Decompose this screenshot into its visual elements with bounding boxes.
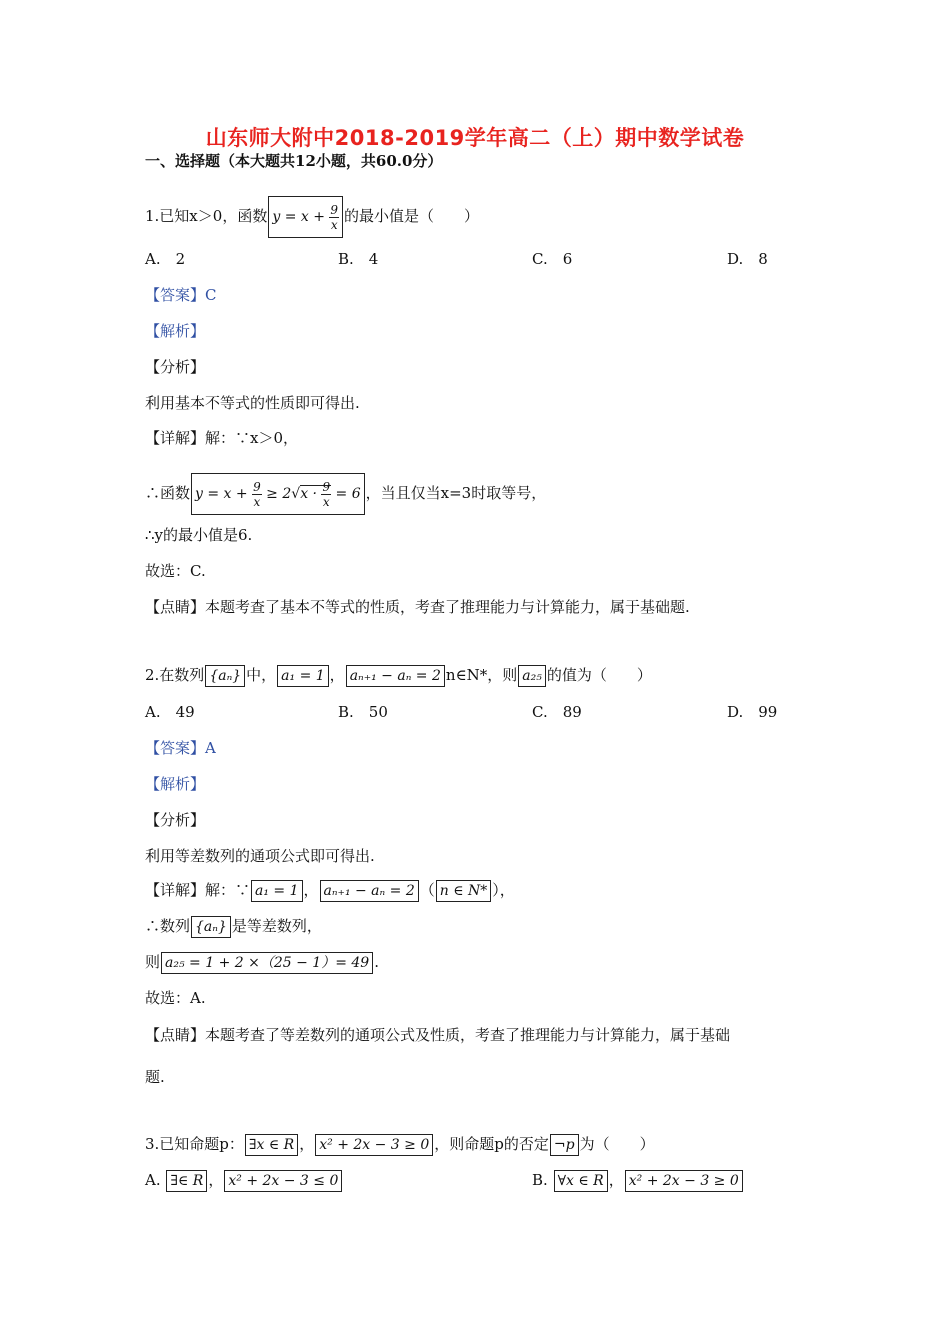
q1-conclusion: ∴y的最小值是6. [145, 526, 253, 544]
q3-f3: ¬p [550, 1134, 579, 1156]
q2-analysis-heading: 【解析】 [145, 775, 206, 793]
q3-f1: ∃x ∈ R [245, 1134, 298, 1156]
q3-option-b-label: B. [532, 1171, 548, 1189]
q2-d3-post: ）， [492, 881, 515, 899]
q2-line3-post: . [374, 953, 379, 971]
q2-line2-pre: ∴数列 [145, 917, 191, 935]
q2-fenxi-heading: 【分析】 [145, 811, 206, 829]
q2-stem-mid2: ， [329, 666, 345, 684]
q2-choice: 故选：A. [145, 989, 206, 1007]
q3-stem-mid: ，则命题p的否定 [434, 1135, 549, 1153]
q2-seq: {aₙ} [205, 665, 245, 687]
q2-option-c: C. 89 [532, 703, 582, 721]
q1-option-b: B. 4 [338, 250, 379, 268]
q1-option-a: A. 2 [145, 250, 186, 268]
q1-answer: 【答案】C [145, 286, 217, 304]
q2-stem-mid1: 中， [246, 666, 277, 684]
q2-line2 [145, 915, 322, 938]
q2-option-a: A. 49 [145, 703, 195, 721]
q1-step-post: ，当且仅当x=3时取等号， [365, 484, 547, 502]
q2-f1: a₁ = 1 [277, 665, 329, 687]
q1-stem-pre: 1.已知x＞0，函数 [145, 207, 268, 225]
q2-line2-seq: {aₙ} [191, 916, 231, 938]
q2-fenxi: 利用等差数列的通项公式即可得出. [145, 847, 375, 865]
q3-option-a: A. ∃∈ R ， x² + 2x − 3 ≤ 0 [145, 1169, 343, 1192]
q2-stem-pre: 2.在数列 [145, 666, 205, 684]
q3-stem-pre: 3.已知命题p： [145, 1135, 244, 1153]
question-1-stem [145, 196, 479, 238]
q2-detail [145, 879, 515, 902]
page-title: 山东师大附中2018-2019学年高二（上）期中数学试卷 [205, 126, 745, 150]
q2-line3 [145, 951, 379, 974]
q2-comment-2: 题. [145, 1068, 165, 1086]
q2-stem-post: 的值为（ ） [546, 666, 652, 684]
q3-option-a-f2: x² + 2x − 3 ≤ 0 [224, 1170, 342, 1192]
q1-step [145, 473, 546, 515]
question-2-stem [145, 664, 652, 687]
q2-line3-pre: 则 [145, 953, 161, 971]
q2-d3: n ∈ N* [436, 880, 492, 902]
q3-option-b-f1: ∀x ∈ R [554, 1170, 608, 1192]
q2-comment-1: 【点睛】本题考查了等差数列的通项公式及性质，考查了推理能力与计算能力，属于基础 [145, 1026, 731, 1044]
q2-option-d: D. 99 [727, 703, 778, 721]
q2-line2-post: 是等差数列， [231, 917, 322, 935]
q3-stem-post: 为（ ） [579, 1135, 655, 1153]
q2-stem-mid3: n∈N*，则 [445, 666, 518, 684]
q2-d1: a₁ = 1 [251, 880, 303, 902]
q3-option-a-f1: ∃∈ R [166, 1170, 207, 1192]
q1-option-d: D. 8 [727, 250, 768, 268]
q2-f2: aₙ₊₁ − aₙ = 2 [346, 665, 445, 687]
q1-fenxi-heading: 【分析】 [145, 358, 206, 376]
q2-d2: aₙ₊₁ − aₙ = 2 [320, 880, 419, 902]
q2-d3-pre: （ [419, 881, 435, 899]
q1-step-formula: y = x + $\frac{9}{x}$ ≥ 2√x · $\frac{9}{x}$ = 6 [191, 473, 365, 515]
q1-comment: 【点睛】本题考查了基本不等式的性质，考查了推理能力与计算能力，属于基础题. [145, 598, 690, 616]
q3-sep: ， [299, 1135, 315, 1153]
q2-answer: 【答案】A [145, 739, 216, 757]
q2-option-b: B. 50 [338, 703, 388, 721]
q1-option-c: C. 6 [532, 250, 573, 268]
q1-formula: y = x + $\frac{9}{x}$ [268, 196, 343, 238]
q1-detail: 【详解】解：∵x＞0， [145, 429, 299, 447]
q2-f3: a₂₅ [518, 665, 546, 687]
q2-line3-formula: a₂₅ = 1 + 2 ×（25 − 1）= 49 [161, 952, 373, 974]
q3-option-b: B. ∀x ∈ R ， x² + 2x − 3 ≥ 0 [532, 1169, 744, 1192]
section-heading: 一、选择题（本大题共12小题，共60.0分） [145, 152, 443, 170]
q1-stem-post: 的最小值是（ ） [344, 207, 480, 225]
q1-fenxi: 利用基本不等式的性质即可得出. [145, 394, 360, 412]
q1-step-pre: ∴函数 [145, 484, 191, 502]
q1-analysis-heading: 【解析】 [145, 322, 206, 340]
q1-choice: 故选：C. [145, 562, 206, 580]
q3-option-b-f2: x² + 2x − 3 ≥ 0 [625, 1170, 743, 1192]
q2-detail-pre: 【详解】解：∵ [145, 881, 251, 899]
q3-f2: x² + 2x − 3 ≥ 0 [315, 1134, 433, 1156]
question-3-stem [145, 1133, 655, 1156]
q2-d-sep: ， [303, 881, 319, 899]
q3-option-a-label: A. [145, 1171, 161, 1189]
